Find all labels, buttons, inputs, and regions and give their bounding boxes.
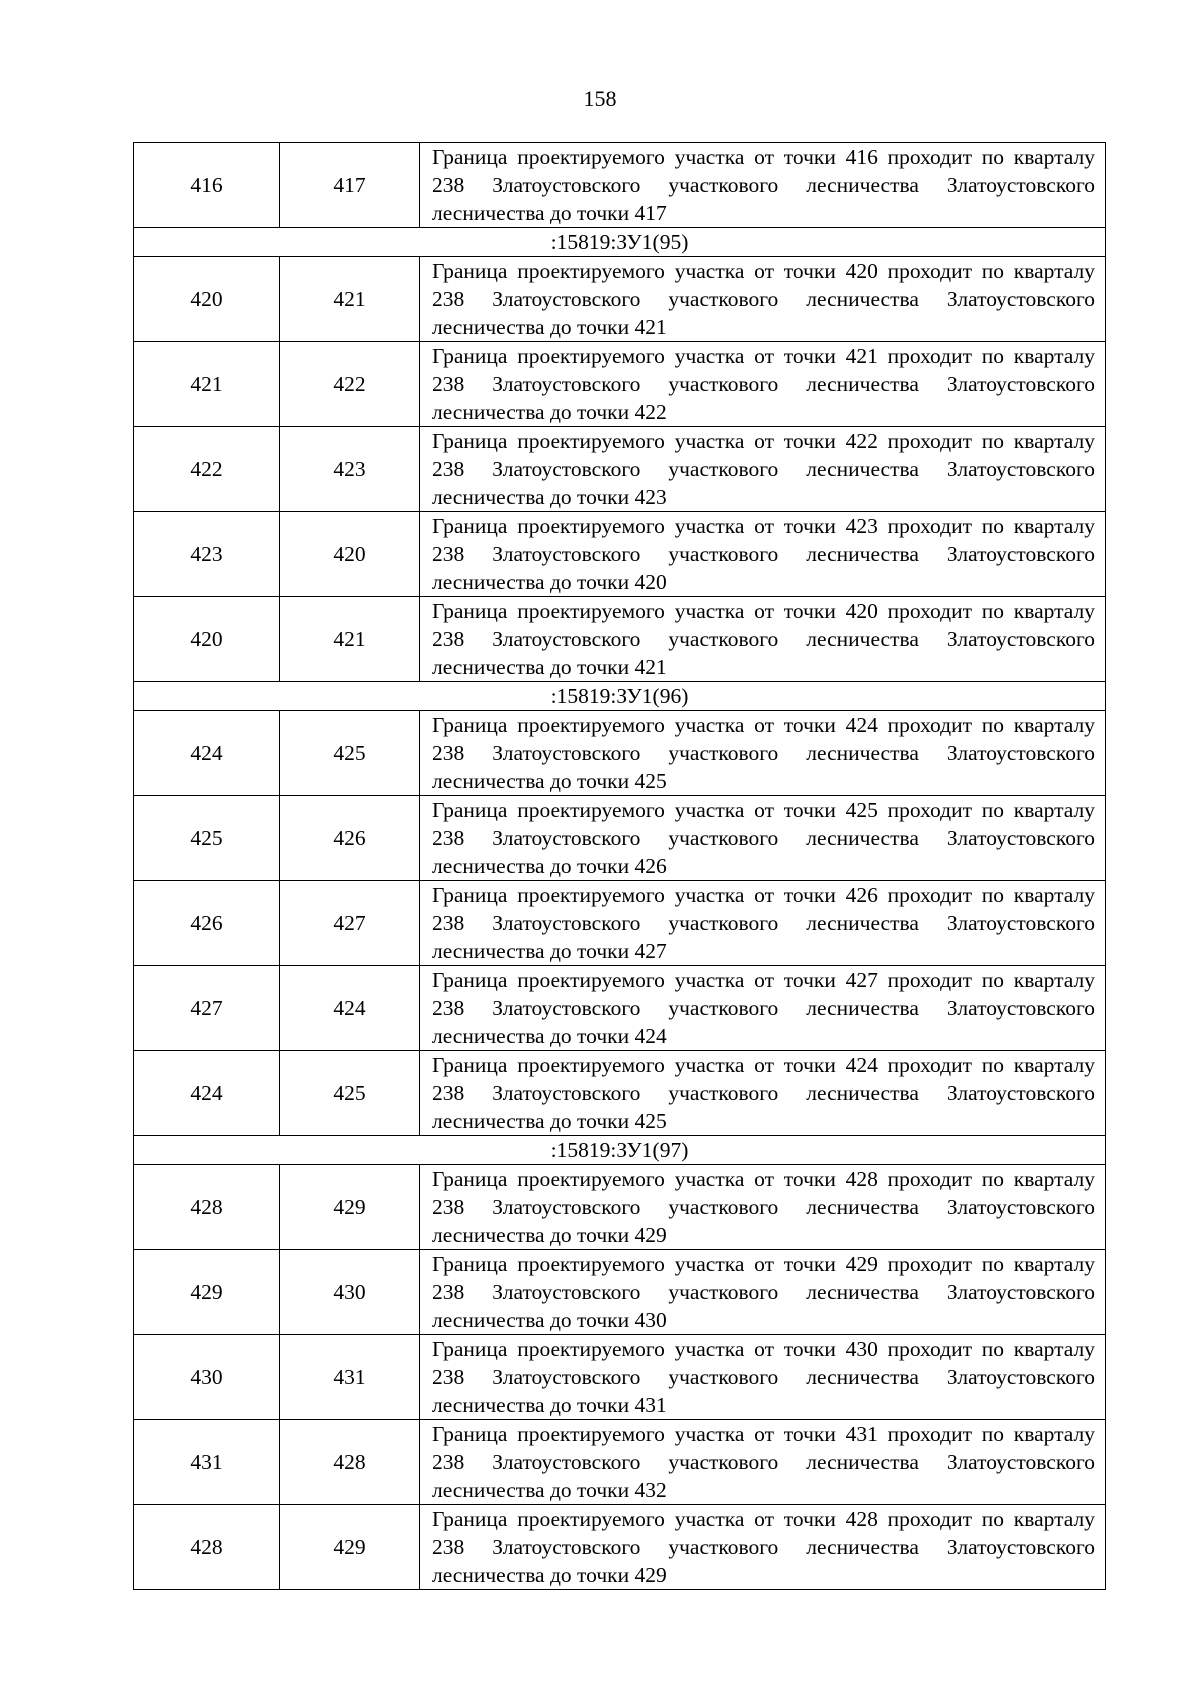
boundary-description-cell: Граница проектируемого участка от точки 422 проходит по кварталу 238 Златоустовского участкового лесничества Златоустовского лесничества до точки 423	[420, 427, 1106, 512]
table-row	[134, 711, 1106, 796]
table-row	[134, 1051, 1106, 1136]
boundary-description-cell: Граница проектируемого участка от точки 420 проходит по кварталу 238 Златоустовского участкового лесничества Златоустовского лесничества до точки 421	[420, 257, 1106, 342]
point-to-cell: 431	[280, 1335, 420, 1420]
point-from-cell: 425	[134, 796, 280, 881]
point-to-cell: 429	[280, 1505, 420, 1590]
table-row	[134, 512, 1106, 597]
table-row	[134, 257, 1106, 342]
boundary-description-cell: Граница проектируемого участка от точки 429 проходит по кварталу 238 Златоустовского участкового лесничества Златоустовского лесничества до точки 430	[420, 1250, 1106, 1335]
boundary-description-cell: Граница проектируемого участка от точки 428 проходит по кварталу 238 Златоустовского участкового лесничества Златоустовского лесничества до точки 429	[420, 1165, 1106, 1250]
page-number: 158	[583, 86, 617, 111]
point-from-cell: 424	[134, 1051, 280, 1136]
table-row	[134, 427, 1106, 512]
boundary-table	[133, 142, 1106, 1590]
section-header-row	[134, 228, 1106, 257]
point-from-cell: 426	[134, 881, 280, 966]
boundary-description-cell: Граница проектируемого участка от точки 425 проходит по кварталу 238 Златоустовского участкового лесничества Златоустовского лесничества до точки 426	[420, 796, 1106, 881]
table-row	[134, 1250, 1106, 1335]
point-from-cell: 427	[134, 966, 280, 1051]
point-to-cell: 422	[280, 342, 420, 427]
point-to-cell: 426	[280, 796, 420, 881]
point-from-cell: 428	[134, 1505, 280, 1590]
point-to-cell: 430	[280, 1250, 420, 1335]
point-to-cell: 427	[280, 881, 420, 966]
point-to-cell: 425	[280, 1051, 420, 1136]
table-row	[134, 1165, 1106, 1250]
point-to-cell: 428	[280, 1420, 420, 1505]
table-row	[134, 796, 1106, 881]
boundary-description-cell: Граница проектируемого участка от точки 421 проходит по кварталу 238 Златоустовского участкового лесничества Златоустовского лесничества до точки 422	[420, 342, 1106, 427]
section-label: :15819:ЗУ1(97)	[134, 1136, 1106, 1165]
point-from-cell: 429	[134, 1250, 280, 1335]
boundary-description-cell: Граница проектируемого участка от точки 416 проходит по кварталу 238 Златоустовского участкового лесничества Златоустовского лесничества до точки 417	[420, 143, 1106, 228]
point-from-cell: 431	[134, 1420, 280, 1505]
point-from-cell: 416	[134, 143, 280, 228]
point-from-cell: 423	[134, 512, 280, 597]
point-to-cell: 421	[280, 597, 420, 682]
boundary-table-body	[134, 143, 1106, 1590]
point-to-cell: 417	[280, 143, 420, 228]
point-to-cell: 421	[280, 257, 420, 342]
table-row	[134, 1505, 1106, 1590]
point-from-cell: 422	[134, 427, 280, 512]
section-header-row	[134, 682, 1106, 711]
section-label: :15819:ЗУ1(95)	[134, 228, 1106, 257]
boundary-description-cell: Граница проектируемого участка от точки 430 проходит по кварталу 238 Златоустовского участкового лесничества Златоустовского лесничества до точки 431	[420, 1335, 1106, 1420]
table-row	[134, 881, 1106, 966]
section-header-row	[134, 1136, 1106, 1165]
point-to-cell: 420	[280, 512, 420, 597]
section-label: :15819:ЗУ1(96)	[134, 682, 1106, 711]
boundary-description-cell: Граница проектируемого участка от точки 420 проходит по кварталу 238 Златоустовского участкового лесничества Златоустовского лесничества до точки 421	[420, 597, 1106, 682]
point-from-cell: 420	[134, 597, 280, 682]
boundary-description-cell: Граница проектируемого участка от точки 424 проходит по кварталу 238 Златоустовского участкового лесничества Златоустовского лесничества до точки 425	[420, 1051, 1106, 1136]
table-row	[134, 342, 1106, 427]
boundary-description-cell: Граница проектируемого участка от точки 431 проходит по кварталу 238 Златоустовского участкового лесничества Златоустовского лесничества до точки 432	[420, 1420, 1106, 1505]
point-to-cell: 424	[280, 966, 420, 1051]
boundary-description-cell: Граница проектируемого участка от точки 423 проходит по кварталу 238 Златоустовского участкового лесничества Златоустовского лесничества до точки 420	[420, 512, 1106, 597]
point-from-cell: 428	[134, 1165, 280, 1250]
point-from-cell: 421	[134, 342, 280, 427]
point-to-cell: 425	[280, 711, 420, 796]
point-from-cell: 420	[134, 257, 280, 342]
table-row	[134, 1420, 1106, 1505]
point-to-cell: 423	[280, 427, 420, 512]
point-from-cell: 424	[134, 711, 280, 796]
table-row	[134, 1335, 1106, 1420]
point-to-cell: 429	[280, 1165, 420, 1250]
table-row	[134, 597, 1106, 682]
boundary-description-cell: Граница проектируемого участка от точки 424 проходит по кварталу 238 Златоустовского участкового лесничества Златоустовского лесничества до точки 425	[420, 711, 1106, 796]
boundary-description-cell: Граница проектируемого участка от точки 428 проходит по кварталу 238 Златоустовского участкового лесничества Златоустовского лесничества до точки 429	[420, 1505, 1106, 1590]
table-row	[134, 966, 1106, 1051]
point-from-cell: 430	[134, 1335, 280, 1420]
boundary-description-cell: Граница проектируемого участка от точки 427 проходит по кварталу 238 Златоустовского участкового лесничества Златоустовского лесничества до точки 424	[420, 966, 1106, 1051]
boundary-description-cell: Граница проектируемого участка от точки 426 проходит по кварталу 238 Златоустовского участкового лесничества Златоустовского лесничества до точки 427	[420, 881, 1106, 966]
table-row	[134, 143, 1106, 228]
